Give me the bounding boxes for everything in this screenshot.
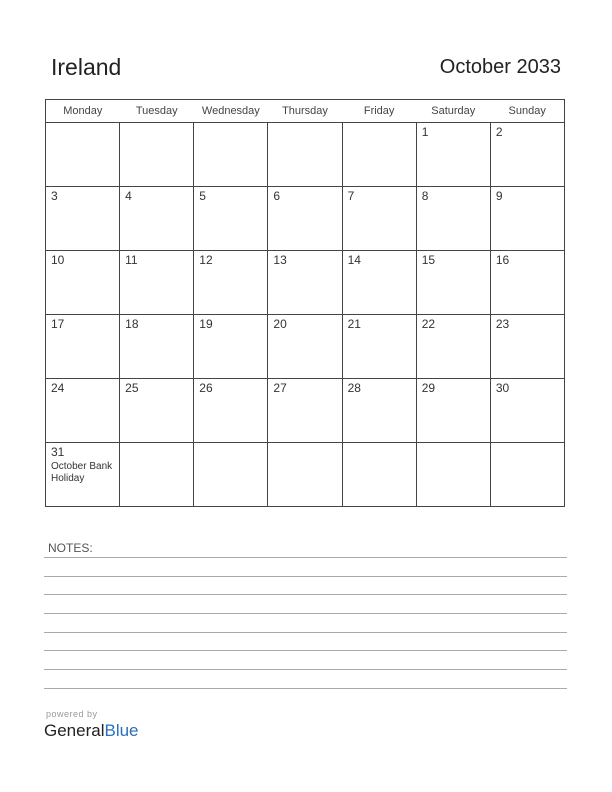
day-number: 17 (51, 317, 65, 331)
day-number: 7 (347, 189, 355, 203)
day-number: 18 (125, 317, 139, 331)
day-cell (342, 315, 416, 379)
day-cell (342, 251, 416, 315)
day-cell (490, 379, 564, 443)
day-cell (268, 443, 342, 507)
day-number: 28 (347, 381, 361, 395)
week-row (46, 123, 565, 187)
day-number: 15 (421, 253, 436, 267)
day-number: 4 (125, 189, 132, 203)
day-cell (120, 379, 194, 443)
note-line (44, 594, 567, 595)
day-number: 24 (51, 381, 65, 395)
day-cell (416, 251, 490, 315)
week-row (46, 443, 565, 507)
day-cell (120, 251, 194, 315)
day-number: 23 (495, 317, 510, 331)
note-line (44, 576, 567, 577)
note-line (44, 650, 567, 651)
day-number: 27 (273, 381, 287, 395)
weekday-wednesday: Wednesday (194, 100, 268, 123)
day-number: 14 (347, 253, 361, 267)
note-line (44, 632, 567, 633)
brand-general-text: General (44, 721, 105, 740)
day-cell (416, 379, 490, 443)
day-number: 2 (495, 125, 503, 139)
day-cell (490, 187, 564, 251)
day-cell (194, 187, 268, 251)
note-line (44, 613, 567, 614)
weekday-friday: Friday (342, 100, 416, 123)
day-cell (268, 379, 342, 443)
week-row (46, 379, 565, 443)
day-cell (342, 443, 416, 507)
day-cell (490, 251, 564, 315)
week-row (46, 251, 565, 315)
day-cell (194, 251, 268, 315)
weekday-monday: Monday (46, 100, 120, 123)
day-cell (416, 123, 490, 187)
day-cell (490, 315, 564, 379)
day-cell (342, 123, 416, 187)
day-number: 20 (273, 317, 287, 331)
day-number: 21 (347, 317, 361, 331)
day-cell (46, 315, 120, 379)
note-line (44, 669, 567, 670)
day-cell (268, 187, 342, 251)
day-cell (46, 251, 120, 315)
week-row (46, 315, 565, 379)
day-number: 11 (125, 253, 138, 267)
weekday-thursday: Thursday (268, 100, 342, 123)
day-number: 19 (199, 317, 213, 331)
day-cell (416, 443, 490, 507)
weekday-header-row (46, 100, 565, 123)
day-cell (194, 123, 268, 187)
day-cell (120, 443, 194, 507)
day-cell (416, 187, 490, 251)
weekday-saturday: Saturday (416, 100, 490, 123)
day-number: 3 (51, 189, 58, 203)
day-number: 12 (199, 253, 213, 267)
day-number: 22 (421, 317, 436, 331)
day-cell (120, 123, 194, 187)
weekday-sunday: Sunday (490, 100, 564, 123)
day-number: 10 (51, 253, 65, 267)
country-title: Ireland (51, 54, 122, 80)
day-cell (46, 443, 120, 507)
day-number: 1 (421, 125, 429, 139)
day-cell (268, 123, 342, 187)
day-cell (194, 443, 268, 507)
day-number: 9 (495, 189, 503, 203)
day-cell (194, 315, 268, 379)
note-line (44, 688, 567, 689)
notes-label: NOTES: (48, 541, 93, 555)
calendar-grid (45, 99, 565, 507)
day-cell (342, 187, 416, 251)
week-row (46, 187, 565, 251)
day-cell (268, 315, 342, 379)
brand-blue-text: Blue (104, 721, 139, 740)
day-number: 16 (495, 253, 510, 267)
day-number: 30 (495, 381, 510, 395)
weekday-tuesday: Tuesday (120, 100, 194, 123)
day-number: 31 (51, 445, 65, 459)
day-number: 26 (199, 381, 213, 395)
day-cell (490, 123, 564, 187)
day-number: 13 (273, 253, 287, 267)
day-cell (46, 379, 120, 443)
day-cell (120, 187, 194, 251)
day-number: 6 (273, 189, 281, 203)
day-cell (46, 187, 120, 251)
day-cell (268, 251, 342, 315)
note-line (44, 557, 567, 558)
day-number: 25 (125, 381, 139, 395)
day-cell (416, 315, 490, 379)
day-cell (194, 379, 268, 443)
day-cell (490, 443, 564, 507)
day-cell (120, 315, 194, 379)
day-cell (46, 123, 120, 187)
day-cell (342, 379, 416, 443)
month-year-title: October 2033 (439, 56, 561, 78)
holiday-label: October Bank Holiday (51, 461, 113, 484)
brand-logo[interactable] (44, 721, 139, 741)
day-number: 29 (421, 381, 436, 395)
day-number: 8 (421, 189, 429, 203)
day-number: 5 (199, 189, 206, 203)
powered-by-text: powered by (46, 709, 98, 719)
